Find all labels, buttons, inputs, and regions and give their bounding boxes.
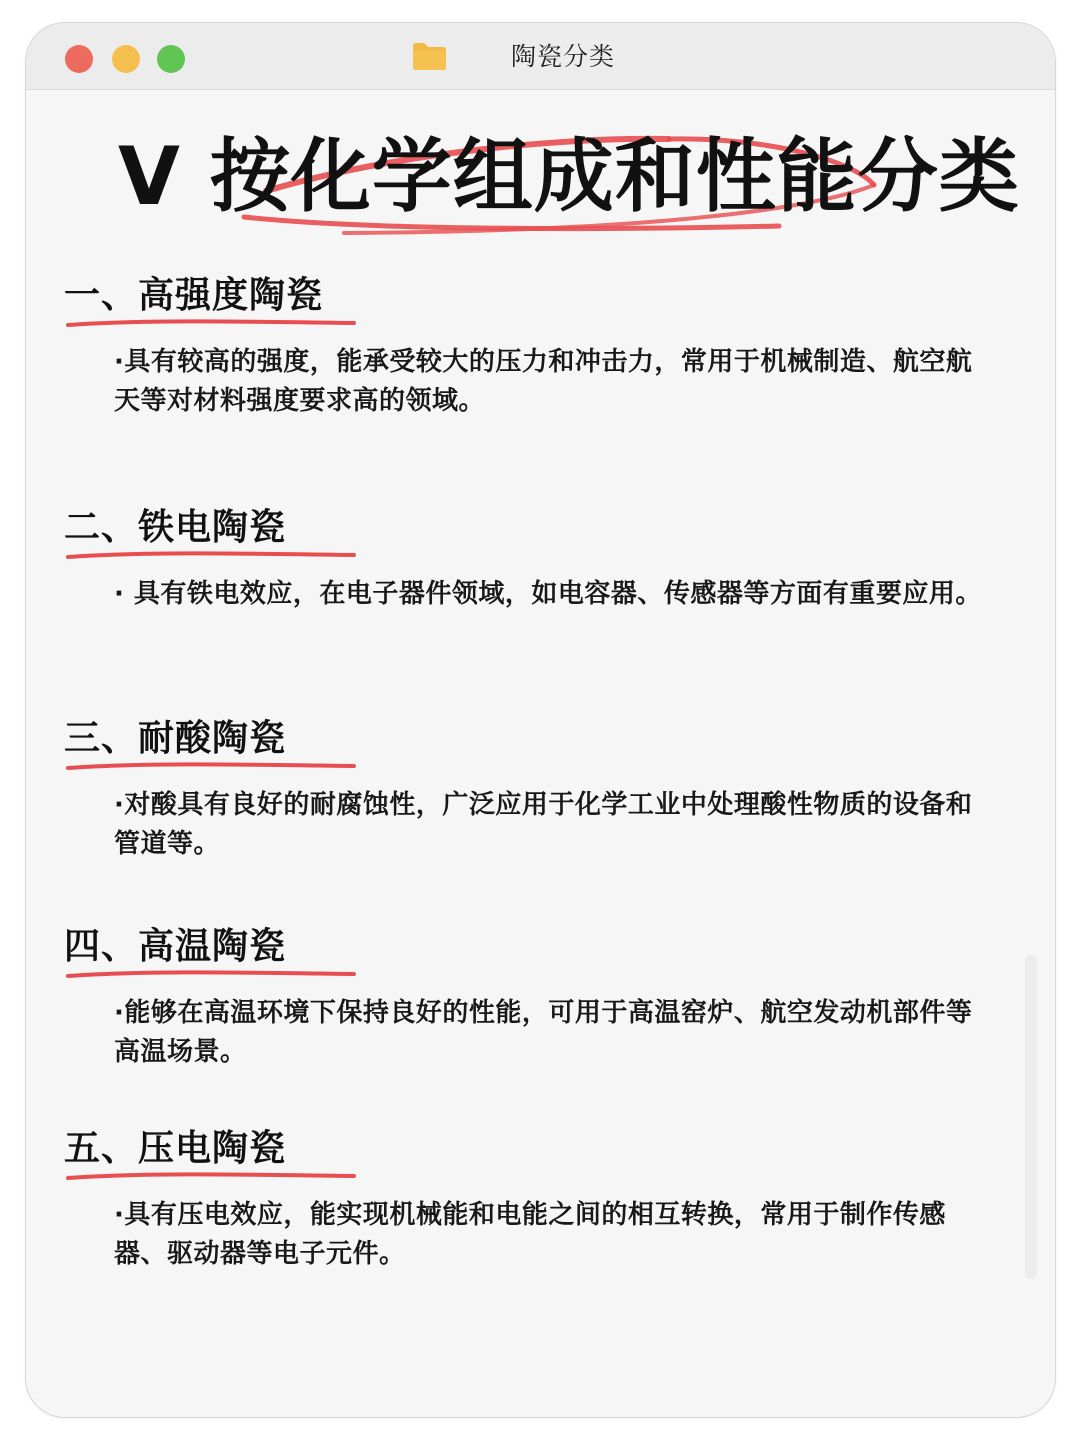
maximize-button[interactable] xyxy=(157,45,185,73)
heading-underline xyxy=(66,967,356,981)
section-body: ·对酸具有良好的耐腐蚀性，广泛应用于化学工业中处理酸性物质的设备和管道等。 xyxy=(114,790,973,859)
vertical-scrollbar[interactable] xyxy=(1025,955,1037,1279)
section-heading: 一、高强度陶瓷 xyxy=(64,275,324,316)
folder-icon xyxy=(411,41,448,71)
window-titlebar xyxy=(26,23,1055,90)
minimize-button[interactable] xyxy=(112,45,140,73)
window-title: 陶瓷分类 xyxy=(511,42,616,71)
section-heading: 三、耐酸陶瓷 xyxy=(64,718,287,759)
heading-underline xyxy=(66,548,356,562)
app-window xyxy=(25,22,1056,1418)
section-heading: 四、高温陶瓷 xyxy=(64,926,287,967)
section-body: ·能够在高温环境下保持良好的性能，可用于高温窑炉、航空发动机部件等高温场景。 xyxy=(114,998,973,1067)
heading-underline xyxy=(66,316,356,330)
headline-area xyxy=(94,119,1054,249)
section-heading: 五、压电陶瓷 xyxy=(64,1128,287,1169)
heading-underline xyxy=(66,1169,356,1183)
section-heading: 二、铁电陶瓷 xyxy=(64,507,287,548)
close-button[interactable] xyxy=(65,45,93,73)
page-title: V 按化学组成和性能分类 xyxy=(118,130,1020,223)
section-body: ·具有压电效应，能实现机械能和电能之间的相互转换，常用于制作传感器、驱动器等电子元件。 xyxy=(114,1200,946,1269)
heading-underline xyxy=(66,759,356,773)
section-body: ·具有较高的强度，能承受较大的压力和冲击力，常用于机械制造、航空航天等对材料强度要求高的领域。 xyxy=(114,347,973,416)
section-body: · 具有铁电效应，在电子器件领域，如电容器、传感器等方面有重要应用。 xyxy=(114,579,982,609)
